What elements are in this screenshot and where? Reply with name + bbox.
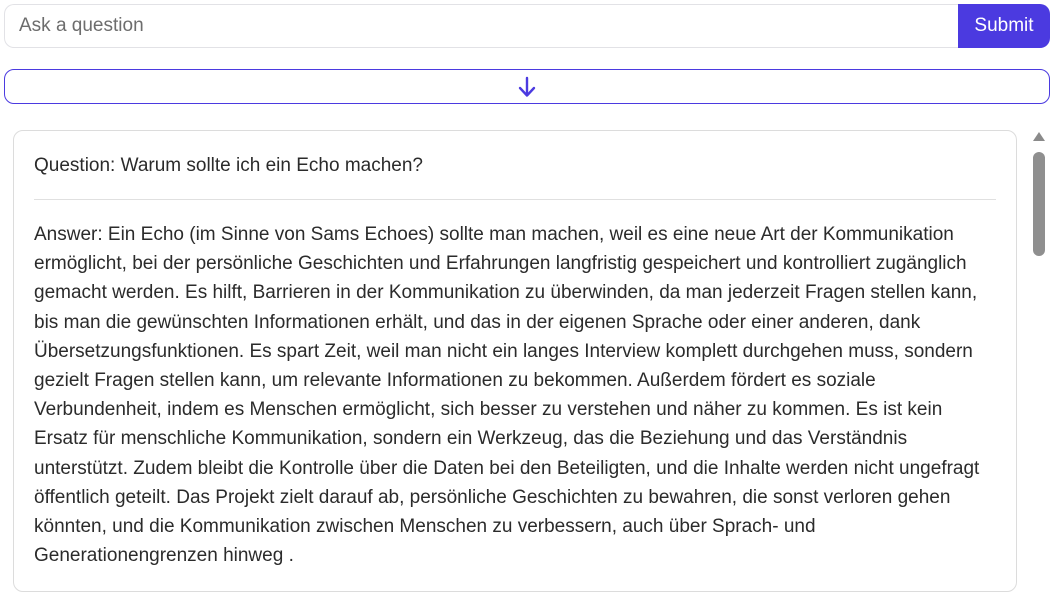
divider [34, 199, 996, 200]
question-text: Question: Warum sollte ich ein Echo machen? [34, 155, 423, 176]
answer-card [13, 130, 1017, 592]
scroll-up-arrow-icon[interactable] [1033, 132, 1045, 141]
question-input[interactable] [4, 4, 958, 48]
arrow-down-icon [517, 76, 537, 98]
scrollbar[interactable] [1031, 130, 1047, 600]
answer-text: Answer: Ein Echo (im Sinne von Sams Echoes) sollte man machen, weil es eine neue Art der Kommunikation ermöglicht, bei der persönliche Geschichten und Erfahrungen langfristig gespeichert und kontrolliert zugänglich gemacht werden. Es hilft, Barrieren in der Kommunikation zu überwinden, da man jederzeit Fragen stellen kann, bis man die gewünschten Informationen erhält, und das in der eigenen Sprache oder einer anderen, dank Übersetzungsfunktionen. Es spart Zeit, weil man nicht ein langes Interview komplett durchgehen muss, sondern gezielt Fragen stellen kann, um relevante Informationen zu bekommen. Außerdem fördert es soziale Verbundenheit, indem es Menschen ermöglicht, sich besser zu verstehen und näher zu kommen. Es ist kein Ersatz für menschliche Kommunikation, sondern ein Werkzeug, das die Beziehung und das Verständnis unterstützt. Zudem bleibt die Kontrolle über die Daten bei den Beteiligten, und die Inhalte werden nicht ungefragt öffentlich geteilt. Das Projekt zielt darauf ab, persönliche Geschichten zu bewahren, die sonst verloren gehen könnten, und die Kommunikation zwischen Menschen zu verbessern, auch über Sprach- und Generationengrenzen hinweg . [34, 224, 980, 567]
submit-button[interactable]: Submit [958, 4, 1050, 48]
question-form [4, 4, 1050, 48]
scrollbar-thumb[interactable] [1033, 152, 1045, 256]
scroll-down-button[interactable] [4, 69, 1050, 104]
